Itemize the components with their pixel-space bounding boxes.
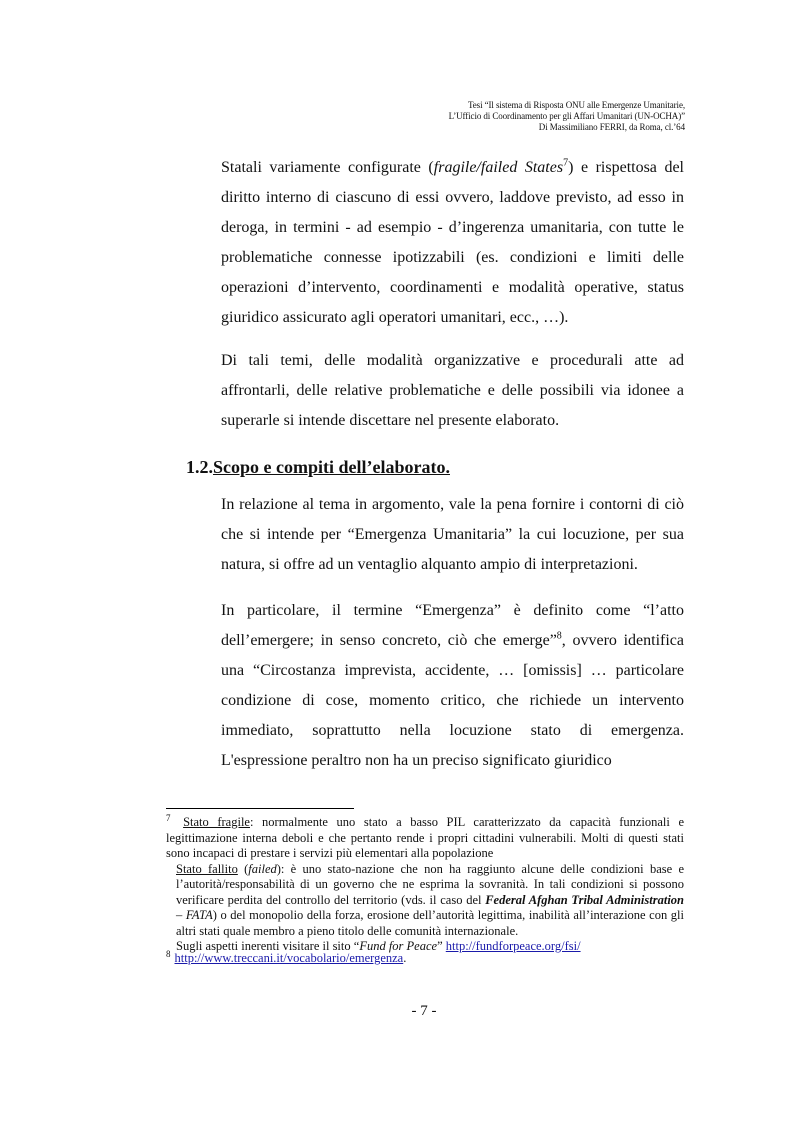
header-line-3: Di Massimiliano FERRI, da Roma, cl.’64 xyxy=(538,122,685,132)
footnote-7 xyxy=(166,812,684,955)
footnote-7-failed-italic: failed xyxy=(248,861,277,876)
footnote-7-paren: ( xyxy=(237,861,249,876)
treccani-link[interactable]: http://www.treccani.it/vocabolario/emergenza xyxy=(174,951,404,965)
fund-for-peace-link[interactable]: http://fundforpeace.org/fsi/ xyxy=(445,939,581,953)
footnote-7-text-3b: ” xyxy=(437,939,446,953)
header-line-1: Tesi “Il sistema di Risposta ONU alle Emergenze Umanitarie, xyxy=(468,100,685,110)
footnote-7-term-failed: Stato fallito xyxy=(176,861,238,876)
footnote-ref-8[interactable]: 8 xyxy=(556,630,562,642)
section-number: 1.2. xyxy=(186,457,213,477)
footnote-7-text-1: : normalmente uno stato a basso PIL caratterizzato da capacità funzionali e legittimazione interna deboli e che pertanto rende i propri cittadini vulnerabili. Molti di questi stati sono incapaci di prestare i servizi più elementari alla popolazione xyxy=(166,815,684,860)
section-title: Scopo e compiti dell’elaborato. xyxy=(213,457,450,477)
footnote-7-part-1 xyxy=(166,812,684,862)
footnote-7-text-2b: ) o del monopolio della forza, erosione dell’autorità legittima, inabilità all’interazione con gli altri stati quale membro a pieno titolo delle comunità internazionale. xyxy=(176,908,684,938)
footnote-7-mark: 7 xyxy=(166,812,171,823)
paragraph-states xyxy=(221,153,684,333)
paragraph-themes: Di tali temi, delle modalità organizzative e procedurali atte ad affrontarli, delle relative problematiche e delle possibili via idonee a superarle si intende discettare nel presente elaborato. xyxy=(221,352,684,429)
footnote-separator xyxy=(166,808,354,809)
running-header xyxy=(325,100,685,133)
footnote-7-part-2 xyxy=(166,862,684,940)
section-heading xyxy=(186,455,450,479)
footnote-7-fata: Federal Afghan Tribal Administration xyxy=(485,892,684,907)
header-line-2: L’Ufficio di Coordinamento per gli Affari Umanitari (UN-OCHA)” xyxy=(448,111,685,121)
footnote-ref-7[interactable]: 7 xyxy=(563,157,569,169)
footnote-7-fata-abbr: FATA xyxy=(185,908,213,922)
p1-text-b: ) e rispettosa del diritto interno di ciascuno di essi ovvero, laddove previsto, ad esso in deroga, in termini - ad esempio - d’ingerenza umanitaria, con tutte le problematiche connesse ipotizzabili (es. condizioni e limiti delle operazioni d’intervento, coordinamenti e modalità operative, status giuridico assicurato agli operatori umanitari, ecc., …). xyxy=(221,159,685,326)
p4-text-b: , ovvero identifica una “Circostanza imprevista, accidente, … [omissis] … particolare condizione di cose, momento critico, che richiede un intervento immediato, soprattutto nella locuzione stato di emergenza. L'espressione peraltro non ha un preciso significato giuridico xyxy=(221,632,685,769)
p4-text-a: In particolare, il termine “Emergenza” è definito come “l’atto dell’emergere; in senso concreto, ciò che emerge” xyxy=(221,602,684,649)
footnote-8 xyxy=(166,948,684,967)
footnote-7-term-fragile: Stato fragile xyxy=(183,815,250,829)
p1-text-a: Statali variamente configurate ( xyxy=(221,159,434,176)
footnote-7-dash: – xyxy=(176,908,186,922)
paragraph-emergency-definition xyxy=(221,596,684,776)
footnote-7-text-3a: Sugli aspetti inerenti visitare il sito “ xyxy=(176,939,360,953)
footnote-7-text-2a: ): è uno stato-nazione che non ha raggiunto alcune delle condizioni base e l’autorità/responsabilità di un governo che ne esprima la sovranità. In tali condizioni si possono verificare perdita del controllo del territorio (vds. il caso del xyxy=(176,861,684,907)
footnote-8-mark: 8 xyxy=(166,948,171,959)
paragraph-definition-intro: In relazione al tema in argomento, vale la pena fornire i contorni di ciò che si intende per “Emergenza Umanitaria” la cui locuzione, per sua natura, si offre ad un ventaglio alquanto ampio di interpretazioni. xyxy=(221,496,684,573)
footnote-8-end: . xyxy=(403,951,407,965)
footnote-7-site-name: Fund for Peace xyxy=(359,939,438,953)
page-number: - 7 - xyxy=(411,1003,437,1019)
p1-italic-term: fragile/failed States xyxy=(433,159,564,176)
